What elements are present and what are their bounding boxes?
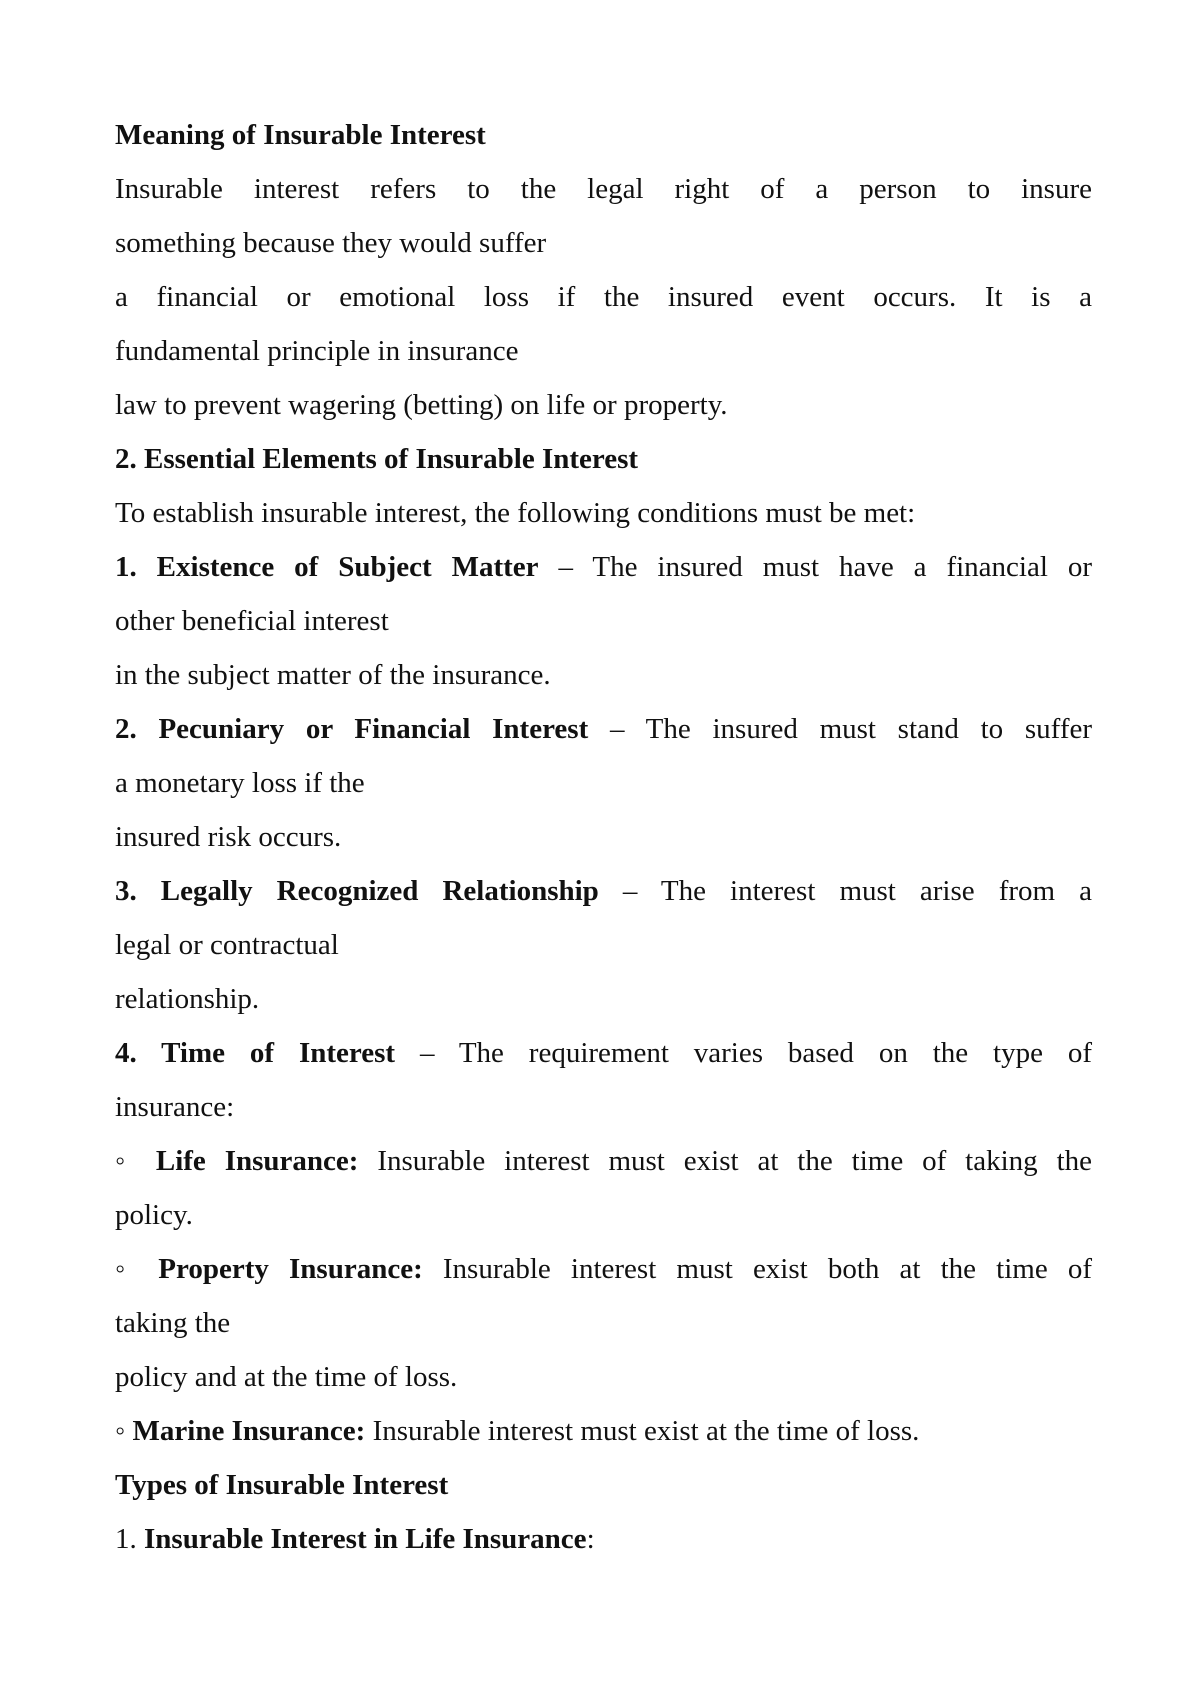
meaning-line-2: something because they would suffer: [115, 227, 547, 259]
element-4-title: 4. Time of Interest: [115, 1037, 396, 1069]
heading-elements: 2. Essential Elements of Insurable Interest: [115, 443, 639, 475]
bullet-property-marker: ◦: [115, 1253, 159, 1285]
element-2-line-1: [115, 702, 1092, 756]
bullet-marine-line-1: [115, 1404, 1092, 1458]
element-3-title: 3. Legally Recognized Relationship: [115, 875, 599, 907]
element-4-line-2: insurance:: [115, 1091, 235, 1123]
bullet-marine-label: Marine Insurance:: [132, 1415, 366, 1447]
element-1-title: 1. Existence of Subject Matter: [115, 551, 539, 583]
element-1-line-1: [115, 540, 1092, 594]
element-2-line-2: a monetary loss if the: [115, 767, 365, 799]
meaning-line-5: law to prevent wagering (betting) on life or property.: [115, 389, 728, 421]
element-4-line-1: [115, 1026, 1092, 1080]
meaning-line-4: fundamental principle in insurance: [115, 335, 519, 367]
element-1-line-3: in the subject matter of the insurance.: [115, 659, 551, 691]
bullet-life-text: Insurable interest must exist at the time of taking the: [358, 1145, 1093, 1177]
element-3-dash: –: [598, 875, 661, 907]
element-2-line-3: insured risk occurs.: [115, 821, 342, 853]
heading-meaning: Meaning of Insurable Interest: [115, 119, 486, 151]
bullet-life-label: Life Insurance:: [155, 1145, 359, 1177]
meaning-line-3: a financial or emotional loss if the insured event occurs. It is a: [115, 281, 1092, 313]
element-2-dash: –: [588, 713, 646, 745]
element-1-dash: –: [538, 551, 593, 583]
bullet-life-marker: ◦: [115, 1145, 156, 1177]
element-3-line-3: relationship.: [115, 983, 260, 1015]
types-item-1: [115, 1512, 1092, 1566]
element-2-text: The insured must stand to suffer: [645, 713, 1092, 745]
element-2-title: 2. Pecuniary or Financial Interest: [115, 713, 589, 745]
element-3-line-1: [115, 864, 1092, 918]
bullet-life-line-1: [115, 1134, 1092, 1188]
meaning-line-1: Insurable interest refers to the legal right of a person to insure: [115, 173, 1092, 205]
element-3-text: The interest must arise from a: [660, 875, 1092, 907]
bullet-marine-text: Insurable interest must exist at the time of loss.: [365, 1415, 920, 1447]
element-4-text: The requirement varies based on the type of: [458, 1037, 1092, 1069]
types-item-label: Insurable Interest in Life Insurance: [144, 1523, 587, 1555]
types-item-number: 1.: [115, 1523, 144, 1555]
element-3-line-2: legal or contractual: [115, 929, 339, 961]
bullet-marine-marker: ◦: [115, 1415, 133, 1447]
types-item-suffix: :: [586, 1523, 595, 1555]
heading-types: Types of Insurable Interest: [115, 1469, 449, 1501]
bullet-property-line-3: policy and at the time of loss.: [115, 1361, 458, 1393]
element-1-text: The insured must have a financial or: [592, 551, 1092, 583]
bullet-property-line-2: taking the: [115, 1307, 231, 1339]
bullet-life-line-2: policy.: [115, 1199, 193, 1231]
elements-intro: To establish insurable interest, the following conditions must be met:: [115, 497, 916, 529]
element-4-dash: –: [395, 1037, 459, 1069]
element-1-line-2: other beneficial interest: [115, 605, 389, 637]
document-page: [115, 108, 1092, 1566]
bullet-property-text: Insurable interest must exist both at the time of: [422, 1253, 1092, 1285]
bullet-property-label: Property Insurance:: [158, 1253, 423, 1285]
bullet-property-line-1: [115, 1242, 1092, 1296]
